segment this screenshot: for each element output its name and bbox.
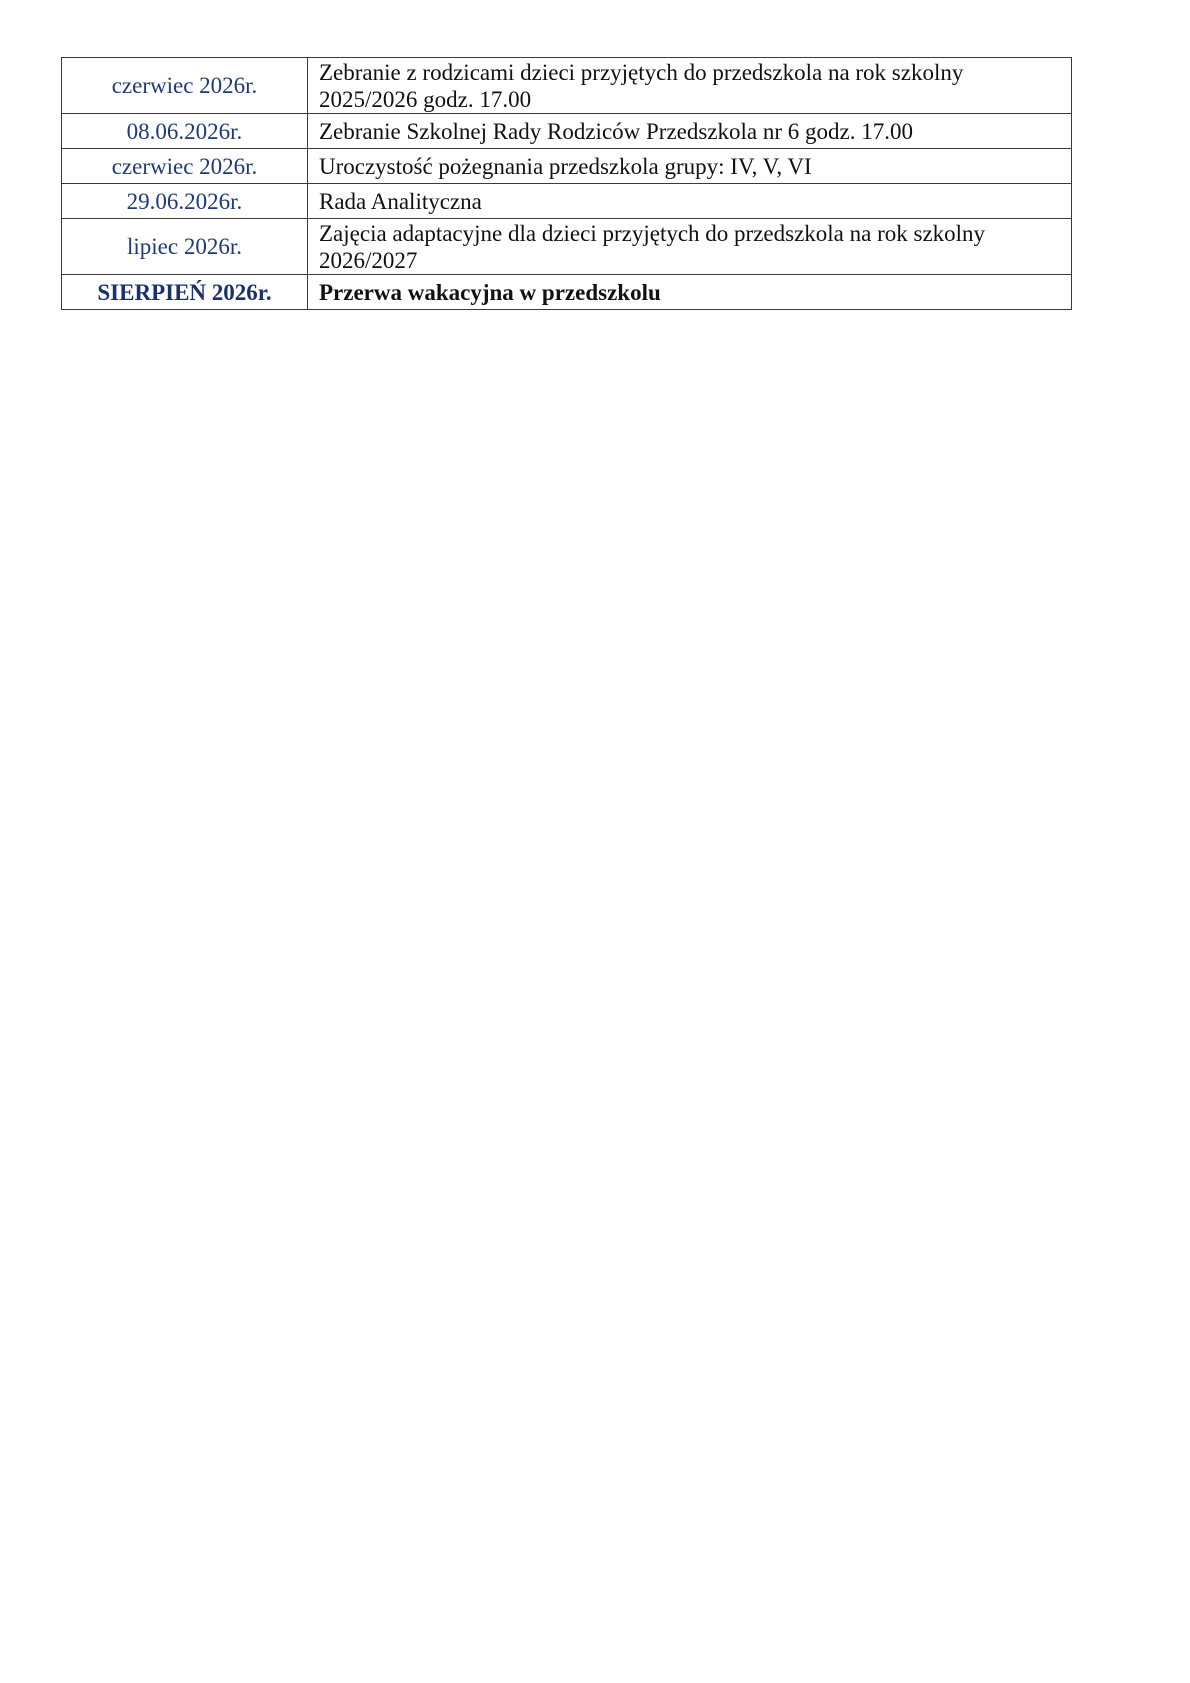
- event-cell: Uroczystość pożegnania przedszkola grupy: IV, V, VI: [308, 149, 1072, 184]
- event-cell: Zebranie Szkolnej Rady Rodziców Przedszkola nr 6 godz. 17.00: [308, 114, 1072, 149]
- date-cell: 08.06.2026r.: [62, 114, 308, 149]
- table-row: [62, 114, 1072, 149]
- table-row-highlight: [62, 275, 1072, 310]
- event-cell: Przerwa wakacyjna w przedszkolu: [308, 275, 1072, 310]
- schedule-table: [61, 57, 1072, 310]
- table-row: [62, 219, 1072, 275]
- table-row: [62, 58, 1072, 114]
- date-cell: SIERPIEŃ 2026r.: [62, 275, 308, 310]
- table-row: [62, 184, 1072, 219]
- date-cell: lipiec 2026r.: [62, 219, 308, 275]
- date-cell: czerwiec 2026r.: [62, 149, 308, 184]
- event-cell: Rada Analityczna: [308, 184, 1072, 219]
- date-cell: 29.06.2026r.: [62, 184, 308, 219]
- event-cell: Zajęcia adaptacyjne dla dzieci przyjętych do przedszkola na rok szkolny 2026/2027: [308, 219, 1072, 275]
- table-row: [62, 149, 1072, 184]
- date-cell: czerwiec 2026r.: [62, 58, 308, 114]
- event-cell: Zebranie z rodzicami dzieci przyjętych do przedszkola na rok szkolny 2025/2026 godz. 17.00: [308, 58, 1072, 114]
